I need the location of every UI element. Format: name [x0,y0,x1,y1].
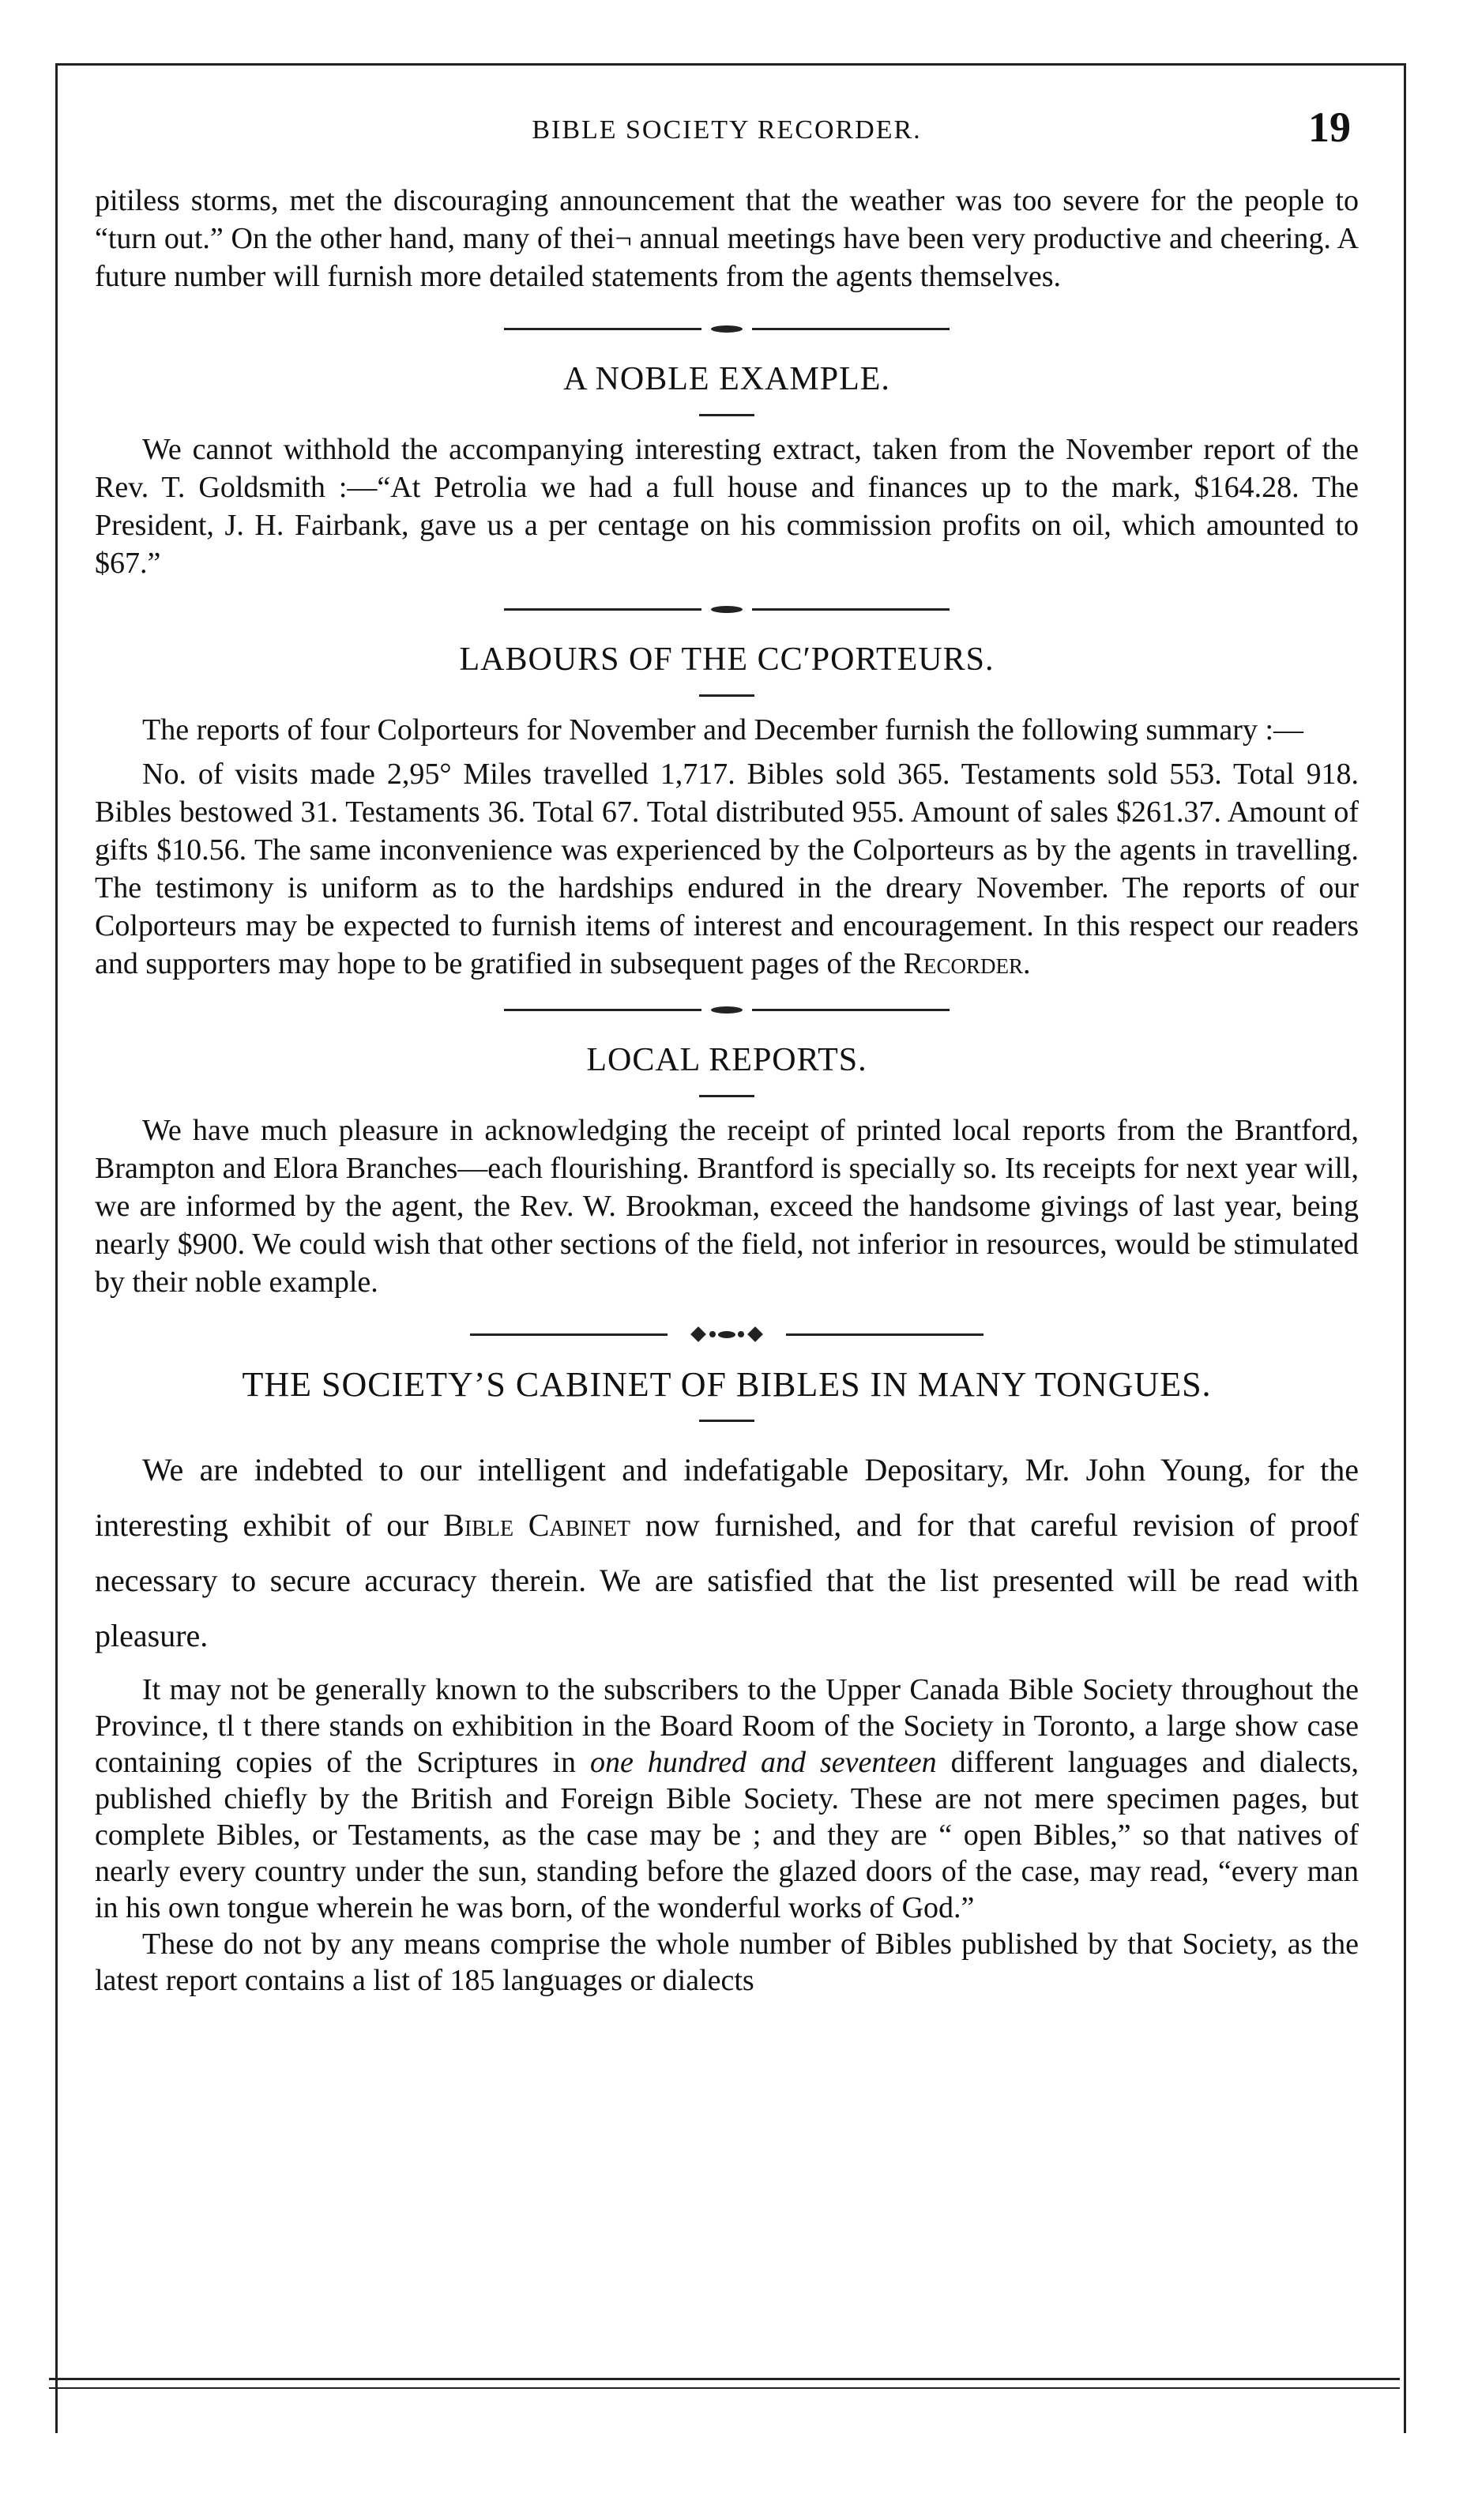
cabinet-paragraph-2 [95,1672,1359,1926]
title-rule [699,414,754,416]
local-reports-paragraph: We have much pleasure in acknowledging the receipt of printed local reports from the Brantford, Brampton and Elora Branches—each flourishing. Brantford is specially so. Its receipts for next year will, we are informed by the agent, the Rev. W. Brookman, exceed the handsome givings of last year, being nearly $900. We could wish that other sections of the field, not inferior in resources, would be stimulated by their noble example. [95,1114,1359,1299]
noble-example-title: A NOBLE EXAMPLE. [563,361,890,397]
running-header [95,93,1359,156]
cabinet-p1-text: We are indebted to our intelligent and indefatigable Depositary, Mr. John Young, for the interesting exhibit of our [95,1452,1359,1543]
cabinet-p2-text-cont: different languages and dialects, published chiefly by the British and Foreign Bible Society. These are not mere specimen pages, but complete Bibles, or Testaments, as the case may be ; and they are “ open Bibles,” so that natives of nearly every country under the sun, standing before the glazed doors of the case, may read, “every man in his own tongue wherein he was born, of the wonderful works of God.” [95,1746,1360,1924]
cabinet-p2-text: It may not be generally known to the subscribers to the Upper Canada Bible Society throughout the Province, tl t there stands on exhibition in the Board Room of the Society in Toronto, a large show case containing copies of the Scriptures in [95,1673,1359,1779]
colporteurs-summary [95,755,1359,983]
cabinet-paragraph-1 [95,1442,1359,1664]
colporteurs-summary-text: No. of visits made 2,95° Miles travelled 1,717. Bibles sold 365. Testaments sold 553. Total 918. Bibles bestowed 31. Testaments 36. Total 67. Total distributed 955. Amount of sales $261.37. Amount of gifts $10.56. The same inconvenience was experienced by the Colporteurs as by the agents in travelling. The testimony is uniform as to the hardships endured in the dreary November. The reports of our Colporteurs may be expected to furnish items of interest and encouragement. In this respect our readers and supporters may hope to be gratified in subsequent pages of the [95,758,1359,980]
bottom-rule-thin [49,2387,1400,2389]
colporteurs-intro: The reports of four Colporteurs for November and December furnish the following summary :— [142,713,1303,747]
cabinet-p1-text-cont: now furnished, and for that careful revision of proof necessary to secure accuracy therein. We are satisfied that the list presented will be read with pleasure. [95,1507,1360,1653]
cabinet-p2-italic: one hundred and seventeen [589,1746,937,1779]
title-rule [699,1420,754,1422]
title-rule [699,694,754,697]
colporteurs-title: LABOURS OF THE CC′PORTEURS. [459,641,995,678]
section-divider [95,307,1359,351]
local-reports-title: LOCAL REPORTS. [586,1042,867,1078]
title-rule [699,1095,754,1097]
header-title: BIBLE SOCIETY RECORDER. [532,115,922,145]
bible-cabinet-small-caps: Bible Cabinet [443,1507,631,1543]
noble-example-paragraph: We cannot withhold the accompanying interesting extract, taken from the November report of the Rev. T. Goldsmith :—“At Petrolia we had a full house and finances up to the mark, $164.28. The President, J. H. Fairbank, gave us a per centage on his commission profits on oil, which amounted to $67.” [95,433,1359,580]
article-body [95,182,1359,1999]
section-divider [95,587,1359,631]
bottom-rule [49,2378,1400,2380]
section-divider [95,987,1359,1032]
section-divider-ornate [95,1312,1359,1356]
intro-paragraph: pitiless storms, met the discouraging announcement that the weather was too severe for the people to “turn out.” On the other hand, many of thei¬ annual meetings have been very productive and cheering. A future number will furnish more detailed statements from the agents themselves. [95,184,1359,293]
recorder-small-caps: Recorder. [903,947,1031,980]
page-number: 19 [1308,103,1351,151]
cabinet-paragraph-3: These do not by any means comprise the whole number of Bibles published by that Society, as the latest report contains a list of 185 languages or dialects [95,1928,1359,1997]
cabinet-title: THE SOCIETY’S CABINET OF BIBLES IN MANY TONGUES. [242,1365,1212,1404]
